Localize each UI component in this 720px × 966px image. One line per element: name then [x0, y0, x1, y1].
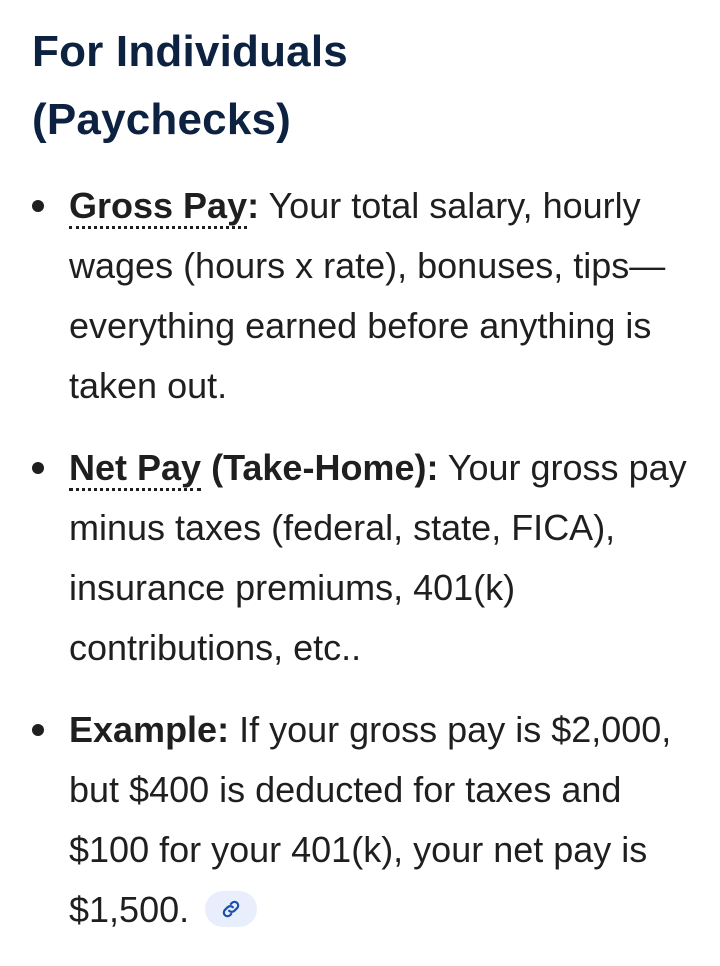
- bullet-text: If your gross pay is $2,000, but $400 is deducted for taxes and $100 for your 401(k), your net pay is $1,500.: [69, 709, 672, 930]
- bullet-text: Your gross pay minus taxes (federal, state, FICA), insurance premiums, 401(k) contributions, etc..: [69, 447, 687, 668]
- bullet-text: Your total salary, hourly wages (hours x rate), bonuses, tips—everything earned before anything is taken out.: [69, 185, 666, 406]
- bullet-example: [32, 700, 692, 940]
- net-pay-definition-link[interactable]: Net Pay: [69, 447, 201, 491]
- term-example: Example:: [69, 709, 230, 750]
- answer-content: [32, 18, 692, 962]
- term-suffix: (Take-Home):: [201, 447, 439, 488]
- link-icon: [220, 898, 242, 920]
- bullet-net-pay: [32, 438, 692, 678]
- bullet-marker: [32, 200, 44, 212]
- term-net-pay: [69, 447, 438, 491]
- gross-pay-definition-link[interactable]: Gross Pay: [69, 185, 247, 229]
- heading-line-1: For Individuals: [32, 27, 348, 76]
- bullet-gross-pay: [32, 176, 692, 416]
- section-heading: [32, 18, 692, 154]
- term-suffix: :: [247, 185, 260, 226]
- source-link-chip[interactable]: [205, 891, 257, 927]
- bullet-marker: [32, 724, 44, 736]
- bullet-list: [32, 176, 692, 940]
- heading-line-2: (Paychecks): [32, 95, 292, 144]
- bullet-marker: [32, 462, 44, 474]
- term-gross-pay: [69, 185, 259, 229]
